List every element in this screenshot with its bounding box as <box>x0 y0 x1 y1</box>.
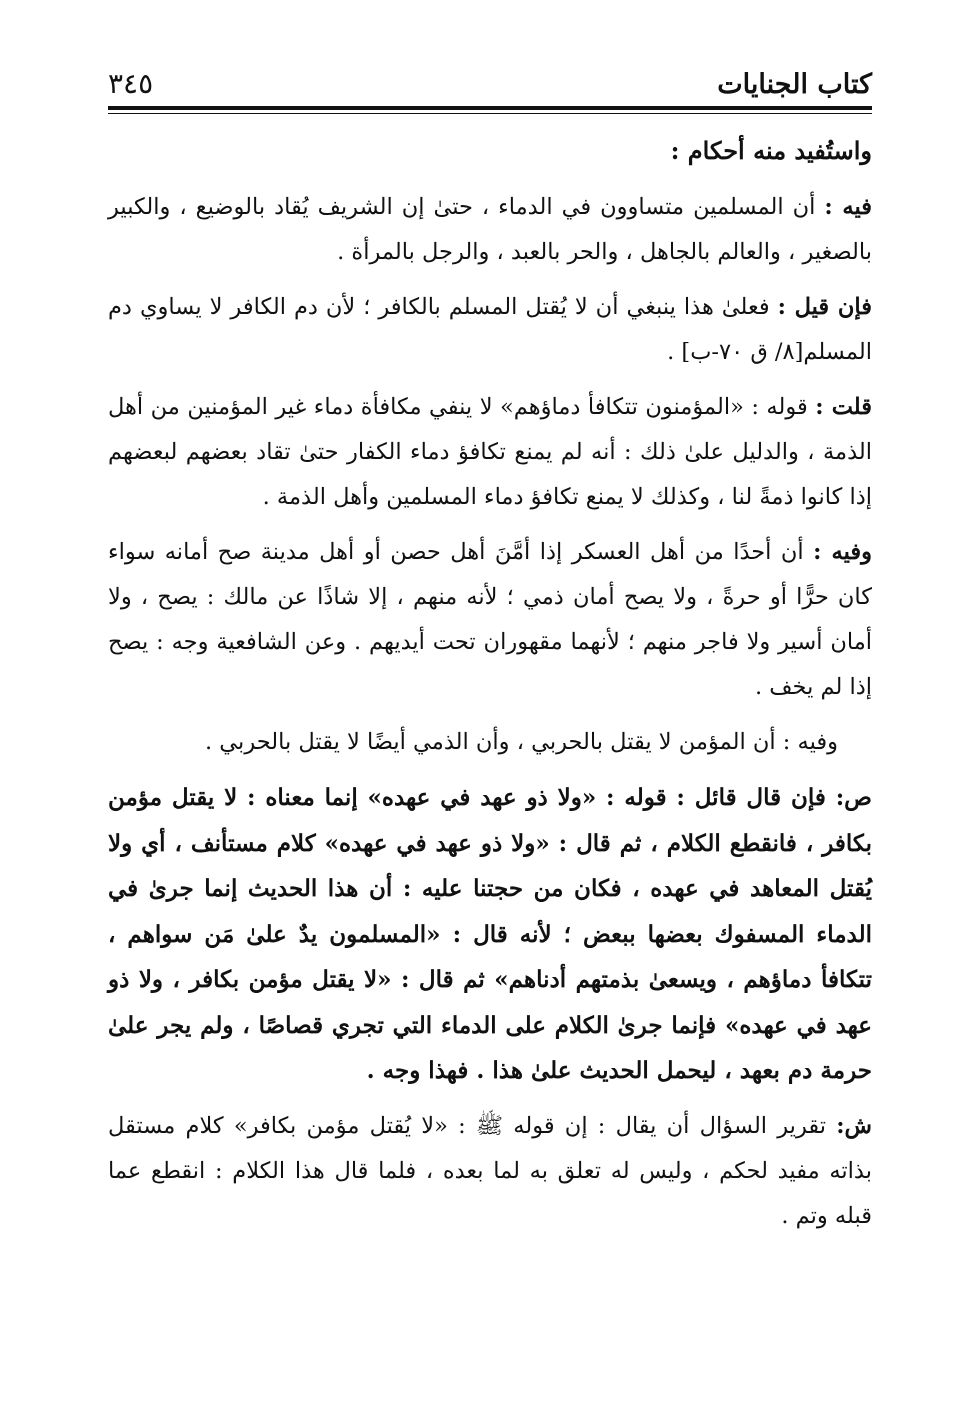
header-rule-thin <box>108 113 872 114</box>
paragraph-reply <box>108 385 872 520</box>
paragraph-text: أن أحدًا من أهل العسكر إذا أمَّنَ أهل حصن أو أهل مدينة صح أمانه سواء كان حرًّا أو حرةً ، ولا يصح أمان ذمي ؛ لأنه منهم ، إلا شاذًا عن مالك : يصح ، ولا أمان أسير ولا فاجر منهم ؛ لأنهما مقهوران تحت أيديهم . وعن الشافعية وجه : يصح إذا لم يخف . <box>108 539 872 700</box>
paragraph-text: قوله : «المؤمنون تتكافأ دماؤهم» لا ينفي مكافأة دماء غير المؤمنين من أهل الذمة ، والدليل علىٰ ذلك : أنه لم يمنع تكافؤ دماء الكفار حتىٰ تقاد بعضهم لبعضهم إذا كانوا ذمةً لنا ، وكذلك لا يمنع تكافؤ دماء المسلمين وأهل الذمة . <box>108 394 872 510</box>
paragraph-ruling-1 <box>108 185 872 275</box>
paragraph-lead: فإن قيل : <box>777 294 872 320</box>
section-heading: واستُفيد منه أحكام : <box>670 136 872 165</box>
paragraph-lead: ش: <box>836 1112 872 1139</box>
paragraph-text: أن المسلمين متساوون في الدماء ، حتىٰ إن الشريف يُقاد بالوضيع ، والكبير بالصغير ، والعالم بالجاهل ، والحر بالعبد ، والرجل بالمرأة . <box>108 194 872 265</box>
paragraph-lead: وفيه : <box>813 539 872 565</box>
paragraph-source-text: ص: فإن قال قائل : قوله : «ولا ذو عهد في عهده» إنما معناه : لا يقتل مؤمن بكافر ، فانقطع الكلام ، ثم قال : «ولا ذو عهد في عهده» كلام مستأنف ، أي ولا يُقتل المعاهد في عهده ، فكان من حجتنا عليه : أن هذا الحديث إنما جرىٰ في الدماء المسفوك بعضها ببعض ؛ لأنه قال : «المسلمون يدٌ علىٰ مَن سواهم ، تتكافأ دماؤهم ، ويسعىٰ بذمتهم أدناهم» ثم قال : «لا يقتل مؤمن بكافر ، ولا ذو عهد في عهده» فإنما جرىٰ الكلام على الدماء التي تجري قصاصًا ، ولم يجر علىٰ حرمة دم بعهد ، ليحمل الحديث علىٰ هذا . فهذا وجه . <box>108 784 872 1084</box>
running-title: كتاب الجنايات <box>717 69 872 100</box>
paragraph-lead: قلت : <box>815 394 872 420</box>
paragraph-ruling-3: وفيه : أن المؤمن لا يقتل بالحربي ، وأن الذمي أيضًا لا يقتل بالحربي . <box>205 729 838 755</box>
paragraph-objection <box>108 285 872 375</box>
paragraph-text: فعلىٰ هذا ينبغي أن لا يُقتل المسلم بالكافر ؛ لأن دم الكافر لا يساوي دم المسلم[٨/ ق ٧٠-ب] . <box>108 294 872 365</box>
page-number: ٣٤٥ <box>108 67 154 100</box>
paragraph-commentary <box>108 1104 872 1239</box>
paragraph-lead: فيه : <box>824 194 872 220</box>
page-header <box>108 52 872 100</box>
page-content <box>108 128 872 1239</box>
paragraph-text: تقرير السؤال أن يقال : إن قوله ﷺ : «لا يُقتل مؤمن بكافر» كلام مستقل بذاته مفيد لحكم ، وليس له تعلق به لما بعده ، فلما قال هذا الكلام : انقطع عما قبله وتم . <box>108 1112 872 1229</box>
paragraph-ruling-2 <box>108 530 872 710</box>
header-rule-thick <box>108 106 872 110</box>
